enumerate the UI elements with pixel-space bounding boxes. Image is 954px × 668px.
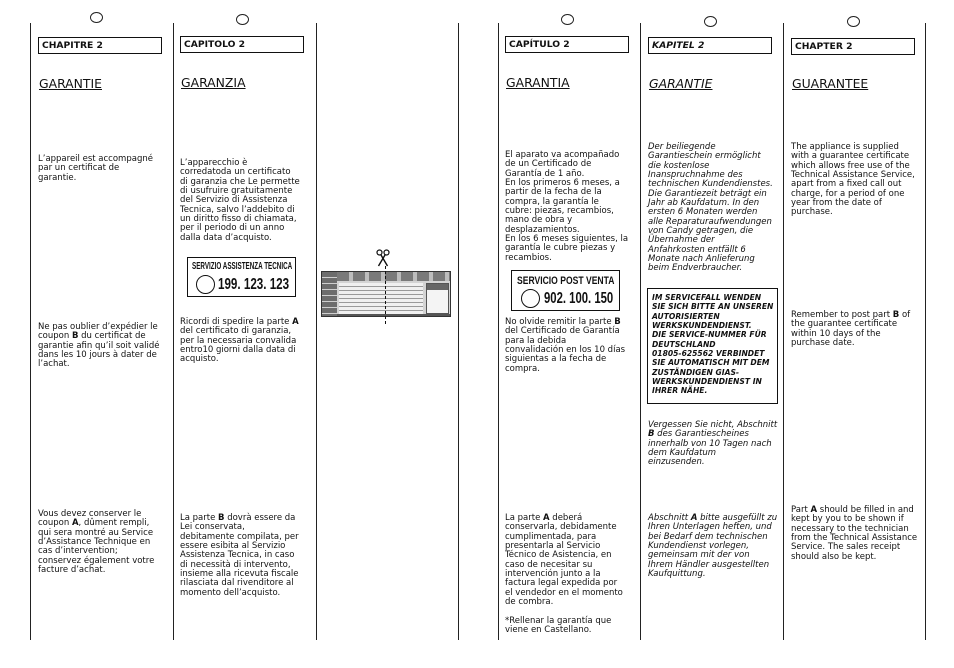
paragraph-certificate-intro: El aparato va acompañado de un Certificado de Garantía de 1 año. En los primeros 6 meses, a partir de la fecha de la compra, la garantía le cubre: piezas, recambios, mano de obra y desplazamientos. En los 6 meses siguientes, la garantía le cubre piezas y recambios. [505,150,629,263]
text-segment: deberá conservarla, debidamente cumplimentada, para presentarla al Servicio Técnico de Asistencia, en caso de necesitar su intervención junto a la factura legal expedida por el vendedor en el momento de combra. [505,513,623,608]
column-english [791,0,927,668]
text-segment: should be filled in and kept by you to be shown if necessary to the technician from the Technical Assistance Service. The sales receipt should also be kept. [791,505,918,562]
column-rule [458,23,459,640]
paragraph-keep-coupon [791,506,927,562]
column-german [648,0,784,668]
coupon-part-letter: B [892,310,900,320]
coupon-part-letter: B [218,513,225,523]
service-phone-box [187,257,296,297]
scissors-icon [375,249,391,267]
text-segment: Part [791,505,811,515]
paragraph-keep-coupon [38,510,174,575]
certificate-side-strip [322,272,337,316]
service-phone-box [511,270,620,311]
column-italian [180,0,316,668]
text-segment: La parte [180,513,219,523]
coupon-part-letter: B [71,331,79,342]
text-segment: dovrà essere da Lei conservata, debitamente compilata, per essere esibita al Servizio Assistenza Tecnica, in caso di necessità di intervento, insieme alla ricevuta fiscale rilasciata dal rivenditore al momento dell’acquisto. [180,513,299,598]
text-segment: , dûment rempli, qui sera montré au Service d’Assistance Technique en cas d’intervention; conservez également votre facture d’achat. [38,518,155,576]
paragraph-certificate-intro: Der beiliegende Garantieschein ermöglicht die kostenlose Inanspruchnahme des technischen Kundendienstes. Die Garantiezeit beträgt ein Jahr ab Kaufdatum. In den ersten 6 Monaten werden alle Reparaturaufwendungen von Candy getragen, die Übernahme der Anfahrkosten entfällt 6 Monate nach Anlieferung beim Endverbraucher. [648,142,773,274]
paragraph-certificate-intro: L’apparecchio è corredatoda un certificato di garanzia che Le permette di usufruire gratuitamente del Servizio di Assistenza Tecnica, salvo l’addebito di un diritto fisso di chiamata, per il periodo di un anno dalla data d’acquisto. [180,158,300,243]
service-label: SERVICIO POST VENTA [517,275,615,287]
text-segment: La parte [505,513,544,523]
paragraph-certificate-intro: L’appareil est accompagné par un certificat de garantie. [38,154,153,183]
service-phone-number: 199. 123. 123 [218,276,290,293]
section-title: GARANTIE [649,76,713,91]
coupon-part-letter: A [810,505,818,515]
text-segment: Abschnitt [648,513,691,523]
certificate-bottom-bar [337,314,450,316]
column-rule [316,23,317,640]
paragraph-send-coupon [648,421,784,468]
chapter-label: CAPITOLO 2 [180,36,304,53]
coupon-part-letter: A [690,513,698,523]
coupon-part-letter: A [71,518,79,529]
certificate-form-lines [339,283,423,314]
service-notice-box: IM SERVICEFALL WENDEN SIE SICH BITTE AN UNSEREN AUTORISIERTEN WERKSKUNDENDIENST. DIE SERVICE-NUMMER FÜR DEUTSCHLAND 01805-625562 VERBINDET SIE AUTOMATISCH MIT DEM ZUSTÄNDIGEN GIAS- WERKSKUNDENDIENST IN IHRER NÄHE. [647,288,778,404]
paragraph-keep-coupon [180,514,316,598]
chapter-label: CHAPTER 2 [791,38,915,55]
paragraph-keep-coupon [648,514,784,579]
paragraph-send-coupon [38,323,174,370]
section-title: GUARANTEE [792,76,869,91]
coupon-part-letter: B [648,429,655,440]
coupon-part-letter: A [543,513,550,523]
text-segment: Ricordi di spedire la parte [180,317,293,327]
column-rule [30,23,31,640]
text-segment: Ne pas oublier d’expédier le coupon [38,322,158,342]
paragraph-send-coupon [505,318,641,374]
guarantee-certificate-illustration [321,271,451,317]
chapter-label: KAPITEL 2 [648,37,772,54]
text-segment: del certificato di garanzia, per la necessaria convalida entro10 giorni dalla data di acquisto. [180,326,297,365]
text-segment: Vergessen Sie nicht, Abschnitt [648,420,778,430]
certificate-coupon-box [426,283,449,314]
section-title: GARANTIA [506,75,570,90]
text-segment: of the guarantee certificate within 10 days of the purchase date. [791,310,911,349]
certificate-header-band [337,272,450,281]
section-title: GARANTIE [39,76,102,91]
phone-circle-icon [196,275,215,294]
paragraph-footnote: *Rellenar la garantía que viene en Castellano. [505,616,612,636]
paragraph-send-coupon [180,318,316,365]
service-label: SERVIZIO ASSISTENZA TECNICA [192,261,293,272]
paragraph-send-coupon [791,311,927,348]
text-segment: des Garantiescheines innerhalb von 10 Tagen nach dem Kaufdatum einzusenden. [648,429,772,468]
service-phone-number: 902. 100. 150 [544,290,614,307]
dashed-cut-line [385,266,386,324]
section-title: GARANZIA [181,75,246,90]
text-segment: du certificat de garantie afin qu’il soit validé dans les 10 jours à dater de l’achat. [38,331,160,370]
coupon-part-letter: B [614,317,621,327]
column-french [38,0,174,668]
phone-circle-icon [521,289,540,308]
chapter-label: CHAPITRE 2 [38,37,162,54]
chapter-label: CAPÍTULO 2 [505,36,629,53]
paragraph-keep-coupon [505,514,641,607]
text-segment: Remember to post part [791,310,893,320]
text-segment: bitte ausgefüllt zu Ihren Unterlagen heften, und bei Bedarf dem technischen Kundendienst vorlegen, gemeinsam mit der von Ihrem Händler ausgestellten Kaufquittung. [648,513,778,580]
text-segment: del Certificado de Garantía para la debida convalidación en los 10 días siguientas a la fecha de compra. [505,326,626,374]
coupon-part-letter: A [292,317,299,327]
text-segment: Vous devez conserver le coupon [38,509,142,529]
paragraph-certificate-intro: The appliance is supplied with a guarantee certificate which allows free use of the Technical Assistance Service, apart from a fixed call out charge, for a period of one year from the date of purchase. [791,142,915,218]
text-segment: No olvide remitir la parte [505,317,615,327]
column-spanish [505,0,641,668]
column-rule [498,23,499,640]
